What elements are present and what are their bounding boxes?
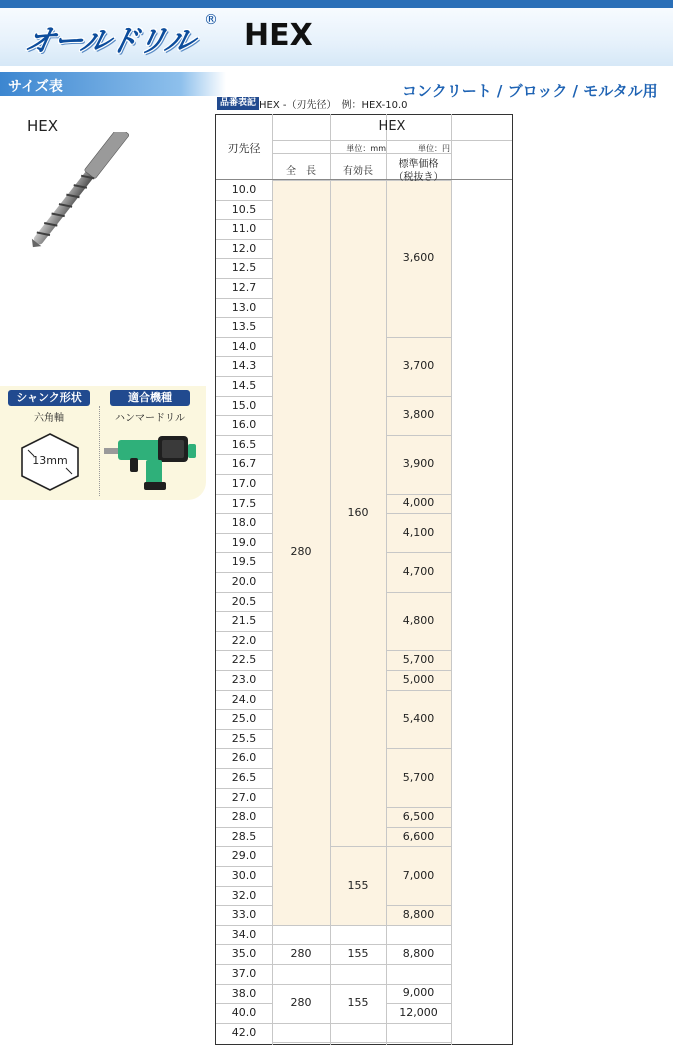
total-length-cell: 280 (290, 545, 312, 559)
diameter-cell: 18.0 (231, 516, 257, 530)
prices-cell: 4,800 (402, 614, 435, 627)
group-line (386, 435, 451, 436)
group-line (386, 827, 451, 828)
effective-length-cell: 155 (347, 878, 369, 892)
row-line (216, 592, 272, 593)
code-notation-tag: 品番表記 (217, 97, 259, 110)
prices-cell: 8,800 (402, 908, 435, 921)
diameter-cell: 42.0 (231, 1025, 257, 1039)
diameter-header: 刃先径 (227, 142, 261, 155)
diameter-cell: 14.0 (231, 339, 257, 353)
row-line (216, 611, 272, 612)
row-line (216, 788, 272, 789)
group-line (386, 650, 451, 651)
compatible-machine-tag: 適合機種 (110, 390, 190, 406)
row-line (216, 219, 272, 220)
group-title: HEX (378, 119, 406, 134)
diameter-cell: 26.5 (231, 771, 257, 784)
diameter-cell: 16.0 (231, 418, 257, 432)
diameter-cell: 19.5 (231, 555, 257, 569)
row-line (216, 709, 272, 710)
row-line (216, 494, 272, 495)
section-title: サイズ表 (8, 79, 63, 95)
row-line (216, 572, 272, 573)
effective-length-header: 有効長 (343, 166, 373, 177)
group-line (386, 337, 451, 338)
group-line (386, 670, 451, 671)
prices-cell: 5,400 (402, 712, 435, 725)
effective-length-cell: 160 (347, 506, 369, 520)
diameter-cell: 14.3 (231, 359, 257, 373)
row-line (272, 984, 451, 985)
prices-cell: 5,700 (402, 653, 435, 667)
row-line (216, 768, 272, 769)
row-line (216, 846, 272, 847)
diameter-cell: 23.0 (231, 673, 257, 686)
row-line (216, 454, 272, 455)
prices-cell: 6,500 (402, 810, 435, 823)
diameter-cell: 13.5 (231, 320, 257, 334)
spec-panel-divider (99, 406, 101, 496)
prices-cell: 5,000 (402, 672, 435, 686)
row-line (216, 376, 272, 377)
prices-cell: 9,000 (402, 986, 435, 1000)
diameter-cell: 16.5 (231, 437, 257, 451)
row-line (216, 670, 272, 671)
diameter-cell: 25.0 (231, 712, 257, 726)
diameter-cell: 38.0 (231, 986, 257, 1000)
diameter-cell: 14.5 (231, 379, 257, 392)
diameter-cell: 22.0 (231, 633, 257, 647)
prices-cell: 3,800 (402, 408, 435, 422)
prices-cell: 3,900 (402, 457, 435, 471)
diameter-cell: 28.0 (231, 810, 257, 824)
row-line (216, 1023, 272, 1024)
group-line (330, 846, 386, 847)
diameter-cell: 40.0 (231, 1006, 257, 1020)
diameter-cell: 35.0 (231, 947, 257, 961)
prices-cell: 12,000 (399, 1006, 438, 1019)
row-line (216, 258, 272, 259)
row-line (216, 886, 272, 887)
code-notation-text: HEX -（刃先径） 例：HEX-10.0 (259, 100, 408, 111)
row-line (216, 748, 272, 749)
total-length-cell: 280 (290, 996, 312, 1010)
row-line (216, 474, 272, 475)
group-line (386, 690, 451, 691)
prices-cell: 4,700 (402, 565, 435, 578)
diameter-cell: 28.5 (231, 829, 257, 843)
row-line (216, 337, 272, 338)
row-line (216, 239, 272, 240)
row-line (216, 984, 272, 985)
group-line (386, 846, 451, 847)
prices-cell: 8,800 (402, 947, 435, 961)
registered-mark: ® (204, 12, 218, 28)
shank-shape-tag: シャンク形状 (8, 390, 90, 406)
row-line (272, 925, 451, 926)
row-line (216, 964, 272, 965)
group-line (330, 180, 386, 181)
diameter-cell: 13.0 (231, 300, 257, 314)
prices-cell: 4,100 (402, 525, 435, 539)
diameter-cell: 16.7 (231, 457, 257, 471)
diameter-cell: 10.5 (231, 202, 257, 216)
row-line (216, 552, 272, 553)
group-line (386, 494, 451, 495)
diameter-cell: 27.0 (231, 790, 257, 804)
diameter-cell: 10.0 (231, 183, 257, 196)
row-line (272, 944, 451, 945)
prices-cell: 4,000 (402, 496, 435, 510)
prices-cell: 3,700 (402, 359, 435, 373)
row-line (216, 278, 272, 279)
diameter-cell: 29.0 (231, 849, 257, 863)
diameter-cell: 11.0 (231, 222, 257, 236)
group-line (386, 552, 451, 553)
product-label: HEX (27, 117, 59, 135)
row-line (216, 944, 272, 945)
row-line (216, 396, 272, 397)
compatible-machine-value: ハンマードリル (115, 413, 185, 424)
diameter-cell: 25.5 (231, 731, 257, 745)
row-line (216, 905, 272, 906)
diameter-cell: 20.0 (231, 575, 257, 588)
row-line (216, 650, 272, 651)
diameter-cell: 24.0 (231, 692, 257, 706)
shank-size-label: 13mm (32, 454, 68, 467)
hammer-drill-icon (102, 426, 202, 492)
row-line (216, 866, 272, 867)
shank-shape-value: 六角軸 (34, 413, 64, 424)
row-line (216, 925, 272, 926)
row-line (216, 631, 272, 632)
row-line (216, 415, 272, 416)
effective-length-cell: 155 (347, 947, 369, 961)
diameter-cell: 22.5 (231, 653, 257, 667)
column-line (451, 114, 452, 1045)
group-line (386, 592, 451, 593)
header-line (272, 140, 512, 141)
price-header-line1: 標準価格 (398, 159, 439, 170)
diameter-cell: 12.0 (231, 241, 257, 255)
prices-cell: 5,700 (402, 770, 435, 784)
row-line (272, 1042, 451, 1043)
diameter-cell: 17.0 (231, 477, 257, 490)
column-line (272, 114, 273, 1045)
diameter-cell: 34.0 (231, 927, 257, 941)
prices-cell: 3,600 (402, 251, 435, 265)
row-line (216, 690, 272, 691)
group-line (386, 1003, 451, 1004)
group-line (386, 396, 451, 397)
group-line (386, 513, 451, 514)
diameter-cell: 21.5 (231, 614, 257, 628)
row-line (216, 435, 272, 436)
prices-cell: 6,600 (402, 829, 435, 843)
diameter-cell: 32.0 (231, 888, 257, 902)
diameter-cell: 17.5 (231, 496, 257, 510)
row-line (216, 356, 272, 357)
diameter-cell: 33.0 (231, 908, 257, 922)
diameter-cell: 15.0 (231, 398, 257, 412)
effective-length-cell: 155 (347, 996, 369, 1010)
group-line (272, 180, 330, 181)
diameter-cell: 20.5 (231, 594, 257, 608)
row-line (216, 298, 272, 299)
diameter-cell: 37.0 (231, 967, 257, 980)
diameter-cell: 19.0 (231, 535, 257, 549)
price-header-line2: （税抜き） (393, 172, 444, 183)
row-line (216, 513, 272, 514)
group-line (386, 807, 451, 808)
row-line (216, 729, 272, 730)
usage-text: コンクリート / ブロック / モルタル用 (402, 82, 658, 100)
drill-bit-image (16, 132, 136, 252)
unit-yen: 単位：円 (418, 144, 450, 153)
row-line (216, 200, 272, 201)
row-line (216, 533, 272, 534)
diameter-cell: 26.0 (231, 751, 257, 765)
group-line (386, 748, 451, 749)
row-line (216, 827, 272, 828)
total-length-header: 全 長 (286, 166, 316, 177)
unit-mm: 単位：mm (346, 144, 386, 153)
prices-cell: 7,000 (402, 868, 435, 882)
brand-logo: オールドリル (21, 24, 197, 59)
header-top-stripe (0, 0, 673, 8)
product-title: HEX (244, 18, 313, 53)
row-line (272, 1023, 451, 1024)
diameter-cell: 30.0 (231, 869, 257, 882)
total-length-cell: 280 (290, 947, 312, 961)
group-line (386, 905, 451, 906)
diameter-cell: 12.7 (231, 281, 257, 294)
row-line (272, 964, 451, 965)
row-line (216, 317, 272, 318)
row-line (216, 807, 272, 808)
diameter-cell: 12.5 (231, 261, 257, 275)
row-line (216, 1003, 272, 1004)
column-line (330, 114, 331, 1045)
hexagon-shank-icon (14, 428, 86, 500)
